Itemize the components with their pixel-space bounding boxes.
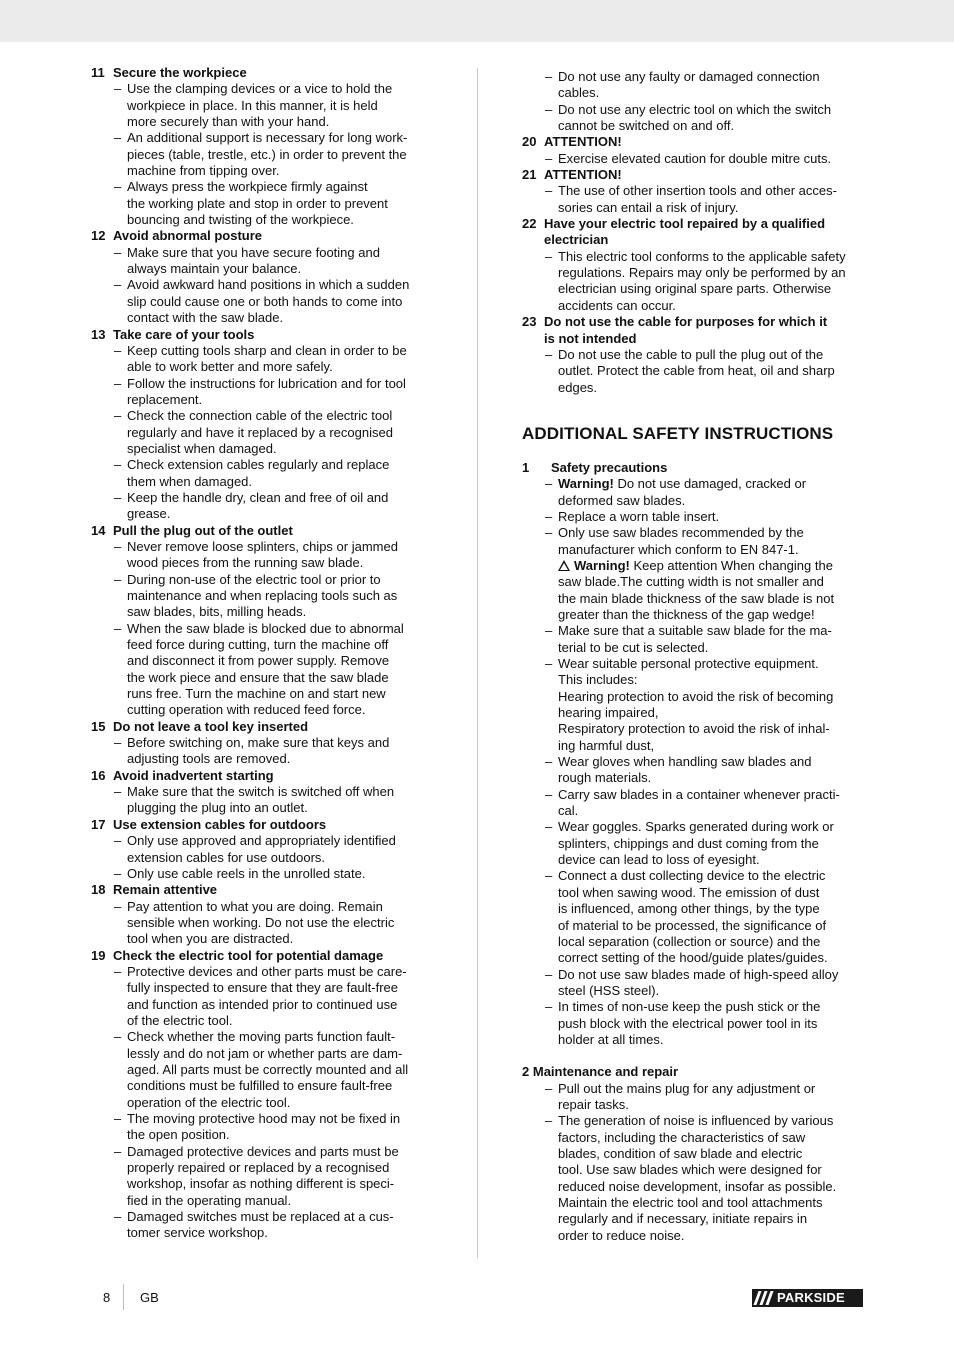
bullet-item bbox=[91, 899, 437, 948]
bullet-item bbox=[91, 277, 437, 326]
bullet-line: grease. bbox=[127, 506, 171, 522]
section-title: Use extension cables for outdoors bbox=[113, 816, 327, 832]
safety-item-18 bbox=[91, 882, 437, 947]
bullet-line: tool when you are distracted. bbox=[127, 931, 294, 947]
bullet-line: – The use of other insertion tools and other acces- bbox=[558, 183, 837, 199]
section-title: Remain attentive bbox=[113, 882, 218, 898]
section-title-line: Have your electric tool repaired by a qualified bbox=[544, 216, 826, 232]
bullet-line: able to work better and more safely. bbox=[127, 359, 333, 375]
bullet-line: regulations. Repairs may only be performed by an bbox=[558, 265, 846, 281]
bullet-item bbox=[91, 1144, 437, 1209]
bullet-item bbox=[522, 868, 868, 966]
bullet-line: steel (HSS steel). bbox=[558, 982, 660, 998]
section-number: 14 bbox=[91, 522, 106, 538]
bullet-item bbox=[91, 376, 437, 409]
bullet-line: pieces (table, trestle, etc.) in order to prevent the bbox=[127, 146, 407, 162]
bullet-line: – Follow the instructions for lubrication and for tool bbox=[127, 375, 406, 391]
bullet-line: fully inspected to ensure that they are fault-free bbox=[127, 980, 398, 996]
bullet-line: and disconnect it from power supply. Remove bbox=[127, 653, 390, 669]
bullet-item bbox=[522, 476, 868, 509]
bullet-item bbox=[522, 509, 868, 525]
bullet-line: outlet. Protect the cable from heat, oil and sharp bbox=[558, 363, 835, 379]
additional-safety-heading: ADDITIONAL SAFETY INSTRUCTIONS bbox=[522, 423, 834, 443]
bullet-item bbox=[522, 1081, 868, 1114]
bullet-line: – Make sure that the switch is switched off when bbox=[127, 784, 395, 800]
bullet-line: – Use the clamping devices or a vice to hold the bbox=[127, 81, 393, 97]
bullet-line: – Damaged switches must be replaced at a cus- bbox=[127, 1209, 394, 1225]
bullet-line: always maintain your balance. bbox=[127, 261, 302, 277]
section-number: 19 bbox=[91, 947, 106, 963]
warning-label: Warning! bbox=[574, 557, 630, 573]
bullet-line: electrician using original spare parts. Otherwise bbox=[558, 281, 832, 297]
bullet-line: of the electric tool. bbox=[127, 1012, 233, 1028]
section-heading bbox=[91, 327, 437, 343]
bullet-line: maintenance and when replacing tools such as bbox=[127, 588, 398, 603]
bullet-line: – Avoid awkward hand positions in which a sudden bbox=[127, 277, 410, 293]
bullet-line: blades, condition of saw blade and electric bbox=[558, 1145, 803, 1161]
bullet-item bbox=[91, 866, 437, 882]
bullet-line: – Carry saw blades in a container whenever practi- bbox=[558, 786, 840, 802]
section-number: 21 bbox=[522, 167, 537, 183]
bullet-item bbox=[91, 964, 437, 1029]
bullet-item bbox=[91, 130, 437, 179]
section-title: Check the electric tool for potential damage bbox=[113, 947, 384, 963]
section-title: Avoid inadvertent starting bbox=[113, 767, 274, 783]
bullet-item bbox=[91, 343, 437, 376]
bullet-line: cal. bbox=[558, 803, 579, 819]
bullet-item bbox=[522, 967, 868, 1000]
bullet-line: and function as intended prior to continued use bbox=[127, 996, 398, 1012]
bullet-line: wood pieces from the running saw blade. bbox=[127, 555, 364, 571]
section-heading bbox=[522, 460, 868, 476]
bullet-line: correct setting of the hood/guide plates/guides. bbox=[558, 950, 828, 966]
bullet-line: Maintain the electric tool and tool attachments bbox=[558, 1195, 823, 1210]
bullet-line: accidents can occur. bbox=[558, 297, 676, 313]
bullet-item bbox=[91, 179, 437, 228]
bullet-line: cables. bbox=[558, 85, 600, 101]
safety-item-11 bbox=[91, 65, 437, 228]
bullet-line: – Do not use any faulty or damaged connection bbox=[558, 69, 820, 84]
bullet-item bbox=[522, 656, 868, 754]
safety-item-13 bbox=[91, 327, 437, 523]
bullet-item bbox=[522, 999, 868, 1048]
bullet-item bbox=[91, 621, 437, 719]
section-number: 20 bbox=[522, 134, 537, 150]
bullet-line: – Pay attention to what you are doing. Remain bbox=[127, 898, 383, 914]
bullet-item bbox=[91, 81, 437, 130]
bullet-line: tool. Use saw blades which were designed for bbox=[558, 1162, 822, 1178]
bullet-line: – The moving protective hood may not be fixed in bbox=[127, 1111, 401, 1126]
bullet-line: – Only use approved and appropriately identified bbox=[127, 833, 396, 849]
bullet-line: repair tasks. bbox=[558, 1096, 629, 1112]
section-title: Safety precautions bbox=[551, 459, 668, 475]
bullet-line: – Keep the handle dry, clean and free of oil and bbox=[127, 489, 389, 505]
section-number: 18 bbox=[91, 882, 106, 898]
section-heading bbox=[522, 314, 868, 347]
bullet-line: edges. bbox=[558, 379, 598, 395]
bullet-line: properly repaired or replaced by a recognised bbox=[127, 1160, 390, 1176]
section-number: 16 bbox=[91, 767, 106, 783]
bullet-line bbox=[558, 476, 868, 492]
continued-bullets bbox=[522, 69, 868, 134]
bullet-line: cannot be switched on and off. bbox=[558, 118, 735, 134]
bullet-line: – Check whether the moving parts function fault- bbox=[127, 1029, 396, 1045]
bullet-line: – Do not use the cable to pull the plug out of the bbox=[558, 346, 824, 362]
safety-item-23 bbox=[522, 314, 868, 396]
bullet-line: the open position. bbox=[127, 1127, 230, 1143]
bullet-item bbox=[522, 249, 868, 314]
safety-item-16 bbox=[91, 768, 437, 817]
bullet-item bbox=[522, 754, 868, 787]
section-title bbox=[544, 167, 868, 183]
bullet-line: – Check extension cables regularly and replace bbox=[127, 457, 390, 473]
warning-line: greater than the thickness of the gap wedge! bbox=[558, 606, 815, 622]
bullet-line: – Exercise elevated caution for double mitre cuts. bbox=[558, 150, 832, 166]
section-number: 13 bbox=[91, 326, 106, 342]
bullet-line: – Always press the workpiece firmly against bbox=[127, 179, 368, 195]
bullet-line: – Make sure that you have secure footing and bbox=[127, 244, 380, 260]
bullet-line: – This electric tool conforms to the applicable safety bbox=[558, 248, 846, 264]
bullet-line: cutting operation with reduced feed force. bbox=[127, 702, 366, 718]
bullet-line: – Damaged protective devices and parts must be bbox=[127, 1143, 399, 1159]
header-band bbox=[0, 0, 954, 42]
safety-item-19 bbox=[91, 948, 437, 1242]
bullet-line: feed force during cutting, turn the machine off bbox=[127, 637, 389, 653]
bullet-line: adjusting tools are removed. bbox=[127, 751, 291, 767]
bullet-line: aged. All parts must be correctly mounted and all bbox=[127, 1061, 409, 1077]
section-heading bbox=[91, 768, 437, 784]
section-title bbox=[544, 134, 868, 150]
warning-line bbox=[558, 558, 868, 574]
safety-item-17 bbox=[91, 817, 437, 882]
bullet-line: reduced noise development, insofar as possible. bbox=[558, 1178, 837, 1194]
bullet-line: tool when sawing wood. The emission of dust bbox=[558, 884, 820, 900]
bullet-line: sories can entail a risk of injury. bbox=[558, 199, 739, 215]
bullet-line: slip could cause one or both hands to come into bbox=[127, 293, 403, 309]
numbered-sections bbox=[522, 134, 868, 396]
bullet-item bbox=[91, 539, 437, 572]
bullet-line: Respiratory protection to avoid the risk of inhal- bbox=[558, 721, 830, 737]
bullet-item bbox=[91, 490, 437, 523]
bullet-line: – Never remove loose splinters, chips or jammed bbox=[127, 538, 398, 554]
section-title-line: electrician bbox=[544, 232, 609, 248]
section-number: 22 bbox=[522, 216, 537, 232]
bullet-line: more securely than with your hand. bbox=[127, 114, 330, 130]
section-title: Secure the workpiece bbox=[113, 65, 247, 80]
safety-item-22 bbox=[522, 216, 868, 314]
bullet-line: – Check the connection cable of the electric tool bbox=[127, 408, 393, 424]
bullet-line: deformed saw blades. bbox=[558, 492, 686, 508]
warning-triangle-icon bbox=[558, 560, 570, 571]
bullet-line: push block with the electrical power tool in its bbox=[558, 1015, 818, 1031]
bullet-line: order to reduce noise. bbox=[558, 1227, 685, 1243]
section-heading bbox=[91, 948, 437, 964]
footer-divider bbox=[123, 1284, 124, 1310]
bullet-line: – The generation of noise is influenced by various bbox=[558, 1113, 834, 1129]
bullet-line: regularly and have it replaced by a recognised bbox=[127, 424, 393, 440]
section-title bbox=[544, 216, 868, 249]
bullet-line: conditions must be fulfilled to ensure fault-free bbox=[127, 1078, 393, 1094]
section-title-line: is not intended bbox=[544, 330, 637, 346]
section-number: 12 bbox=[91, 228, 106, 244]
bullet-line: machine from tipping over. bbox=[127, 163, 280, 179]
bullet-line: ing harmful dust, bbox=[558, 737, 655, 753]
bullet-item bbox=[91, 1111, 437, 1144]
bullet-line: plugging the plug into an outlet. bbox=[127, 800, 308, 816]
section-number: 2 bbox=[522, 1064, 530, 1080]
safety-item-12 bbox=[91, 228, 437, 326]
bullet-line: – Only use cable reels in the unrolled state. bbox=[127, 865, 366, 881]
warning-line: saw blade.The cutting width is not smaller and bbox=[558, 574, 824, 590]
section-title: Pull the plug out of the outlet bbox=[113, 522, 293, 538]
bullet-line: workpiece in place. In this manner, it is held bbox=[127, 97, 378, 113]
bullet-line: sensible when working. Do not use the electric bbox=[127, 914, 395, 930]
bullet-line: hearing impaired, bbox=[558, 705, 659, 721]
safety-item-15 bbox=[91, 719, 437, 768]
bullet-line: factors, including the characteristics of saw bbox=[558, 1129, 806, 1145]
brand-name: PARKSIDE bbox=[777, 1290, 845, 1305]
bullet-line: – When the saw blade is blocked due to abnormal bbox=[127, 620, 404, 636]
bullet-line: This includes: bbox=[558, 672, 638, 688]
section-heading bbox=[91, 719, 437, 735]
bullet-line: specialist when damaged. bbox=[127, 440, 277, 456]
bullet-line: them when damaged. bbox=[127, 473, 253, 489]
bullet-line: extension cables for use outdoors. bbox=[127, 849, 326, 865]
bullet-line: – Do not use any electric tool on which the switch bbox=[558, 101, 832, 117]
bullet-line: operation of the electric tool. bbox=[127, 1094, 291, 1110]
bullet-item bbox=[522, 1113, 868, 1244]
bullet-line: – Wear goggles. Sparks generated during work or bbox=[558, 819, 834, 835]
bullet-item bbox=[522, 69, 868, 102]
section-number: 23 bbox=[522, 314, 537, 330]
bullet-line: terial to be cut is selected. bbox=[558, 639, 709, 655]
bullet-item bbox=[522, 623, 868, 656]
bullet-line: – Keep cutting tools sharp and clean in order to be bbox=[127, 342, 407, 358]
warning-text: Keep attention When changing the bbox=[629, 557, 833, 573]
section-heading bbox=[522, 167, 868, 183]
bullet-item bbox=[522, 151, 868, 167]
bullet-item bbox=[522, 183, 868, 216]
language-code: GB bbox=[140, 1290, 159, 1305]
bullet-line: rough materials. bbox=[558, 770, 652, 786]
bullet-line: – Do not use saw blades made of high-speed alloy bbox=[558, 966, 839, 982]
bullet-line: Hearing protection to avoid the risk of becoming bbox=[558, 688, 834, 704]
bullet-line: lessly and do not jam or whether parts are dam- bbox=[127, 1045, 403, 1061]
bullet-item bbox=[91, 572, 437, 621]
section-number: 15 bbox=[91, 718, 106, 734]
bullet-line: replacement. bbox=[127, 391, 203, 407]
section-number: 17 bbox=[91, 816, 106, 832]
safety-item-21 bbox=[522, 167, 868, 216]
section-title bbox=[544, 314, 868, 347]
bullet-item bbox=[522, 102, 868, 135]
section-heading bbox=[522, 216, 868, 249]
page-footer bbox=[0, 1288, 954, 1310]
bullet-line: saw blades, bits, milling heads. bbox=[127, 604, 307, 620]
maintenance-repair bbox=[522, 1064, 868, 1244]
bullet-line: – Replace a worn table insert. bbox=[558, 508, 720, 524]
section-title-line: Do not use the cable for purposes for which it bbox=[544, 314, 828, 330]
bullet-line: – Connect a dust collecting device to the electric bbox=[558, 868, 826, 884]
bullet-line: local separation (collection or source) and the bbox=[558, 933, 821, 949]
section-heading bbox=[91, 817, 437, 833]
bullet-line: bouncing and twisting of the workpiece. bbox=[127, 212, 354, 228]
bullet-line: – Wear suitable personal protective equipment. bbox=[558, 656, 819, 671]
section-heading bbox=[91, 65, 437, 81]
bullet-line: – Wear gloves when handling saw blades and bbox=[558, 754, 812, 770]
safety-item-20 bbox=[522, 134, 868, 167]
bullet-line: regularly and if necessary, initiate repairs in bbox=[558, 1211, 808, 1227]
section-title-line: ATTENTION! bbox=[544, 134, 622, 150]
section-heading bbox=[91, 523, 437, 539]
section-title: Do not leave a tool key inserted bbox=[113, 718, 309, 734]
bullet-text: Do not use damaged, cracked or bbox=[613, 476, 807, 492]
bullet-item bbox=[522, 787, 868, 820]
bullet-line: device can lead to loss of eyesight. bbox=[558, 852, 760, 868]
bullet-line: of material to be processed, the significance of bbox=[558, 917, 827, 933]
bullet-line: contact with the saw blade. bbox=[127, 310, 284, 326]
warning-label: Warning! bbox=[558, 476, 614, 492]
bullet-item bbox=[522, 347, 868, 396]
bullet-item bbox=[91, 1209, 437, 1242]
bullet-item bbox=[91, 1029, 437, 1111]
parkside-logo bbox=[752, 1289, 863, 1307]
bullet-line: fied in the operating manual. bbox=[127, 1192, 292, 1208]
bullet-line: manufacturer which conform to EN 847-1. bbox=[558, 541, 799, 557]
safety-precautions bbox=[522, 460, 868, 1048]
left-column bbox=[91, 65, 437, 1242]
bullet-line: holder at all times. bbox=[558, 1031, 664, 1047]
bullet-item bbox=[522, 819, 868, 868]
bullet-item bbox=[91, 735, 437, 768]
section-heading bbox=[91, 228, 437, 244]
safety-item-14 bbox=[91, 523, 437, 719]
bullet-line: the work piece and ensure that the saw blade bbox=[127, 669, 389, 685]
bullet-line: the working plate and stop in order to prevent bbox=[127, 195, 388, 211]
section-heading bbox=[91, 882, 437, 898]
bullet-line: – Before switching on, make sure that keys and bbox=[127, 735, 390, 751]
bullet-line: – During non-use of the electric tool or prior to bbox=[127, 571, 381, 587]
section-number: 11 bbox=[91, 65, 105, 80]
right-column bbox=[522, 65, 868, 1244]
section-title: Avoid abnormal posture bbox=[113, 228, 263, 244]
warning-line: the main blade thickness of the saw blade is not bbox=[558, 590, 835, 606]
section-heading bbox=[522, 134, 868, 150]
bullet-line: – Make sure that a suitable saw blade for the ma- bbox=[558, 623, 832, 639]
page-number: 8 bbox=[103, 1290, 111, 1305]
section-title: Take care of your tools bbox=[113, 326, 255, 342]
bullet-line: – Pull out the mains plug for any adjustment or bbox=[558, 1080, 816, 1096]
bullet-line: – Only use saw blades recommended by the bbox=[558, 525, 804, 541]
bullet-item bbox=[522, 525, 868, 623]
bullet-item bbox=[91, 408, 437, 457]
bullet-item bbox=[91, 784, 437, 817]
bullet-line: splinters, chippings and dust coming from the bbox=[558, 835, 819, 851]
section-title-line: ATTENTION! bbox=[544, 167, 622, 183]
bullet-line: – Protective devices and other parts must be care- bbox=[127, 963, 407, 979]
bullet-line: – In times of non-use keep the push stick or the bbox=[558, 999, 821, 1015]
bullet-item bbox=[91, 457, 437, 490]
column-divider bbox=[477, 68, 478, 1258]
bullet-line: runs free. Turn the machine on and start new bbox=[127, 686, 386, 702]
section-heading bbox=[522, 1064, 868, 1080]
section-number: 1 bbox=[522, 459, 530, 475]
logo-stripes-icon bbox=[752, 1289, 774, 1307]
bullet-item bbox=[91, 245, 437, 278]
section-title: Maintenance and repair bbox=[532, 1064, 679, 1080]
bullet-line: workshop, insofar as nothing different is speci- bbox=[127, 1176, 395, 1192]
bullet-line: is influenced, among other things, by the type bbox=[558, 901, 820, 917]
bullet-line: tomer service workshop. bbox=[127, 1225, 268, 1241]
bullet-item bbox=[91, 833, 437, 866]
bullet-line: – An additional support is necessary for long work- bbox=[127, 130, 408, 146]
